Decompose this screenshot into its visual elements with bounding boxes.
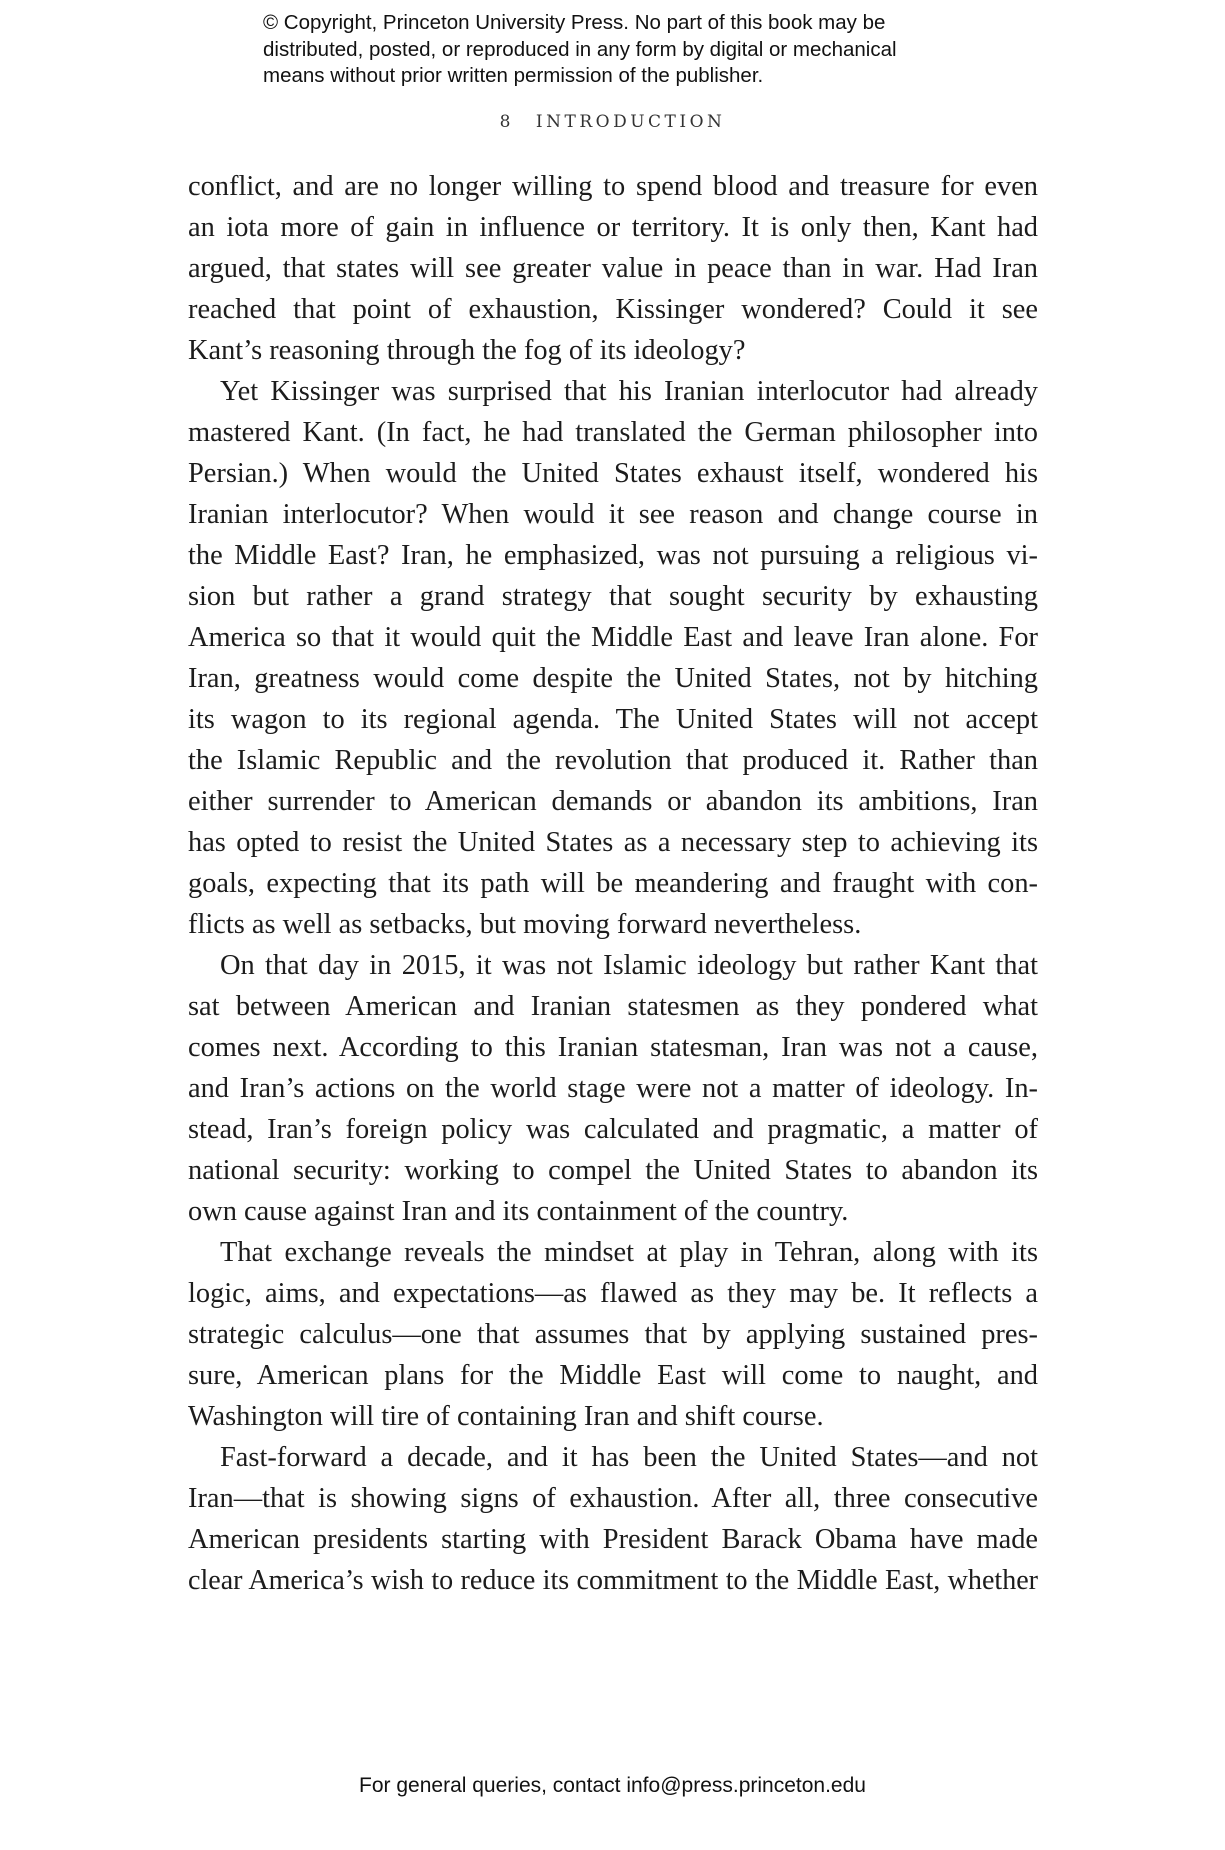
text-line: Persian.) When would the United States exhaust itself, wondered his	[188, 458, 1038, 489]
text-line: conflict, and are no longer willing to spend blood and treasure for even	[188, 171, 1038, 202]
paragraph	[188, 1437, 1038, 1601]
page-number: 8	[499, 112, 514, 132]
text-line: Washington will tire of containing Iran and shift course.	[188, 1401, 824, 1432]
text-line: the Middle East? Iran, he emphasized, was not pursuing a religious vi-	[188, 540, 1038, 571]
text-line: sion but rather a grand strategy that sought security by exhausting	[188, 581, 1038, 612]
text-line: argued, that states will see greater value in peace than in war. Had Iran	[188, 253, 1038, 284]
text-line: That exchange reveals the mindset at play in Tehran, along with its	[220, 1237, 1038, 1268]
body-text	[188, 166, 1038, 1601]
text-line: the Islamic Republic and the revolution that produced it. Rather than	[188, 745, 1038, 776]
copyright-line: © Copyright, Princeton University Press. No part of this book may be	[263, 11, 886, 34]
running-head	[0, 112, 1225, 132]
text-line: own cause against Iran and its containment of the country.	[188, 1196, 849, 1227]
text-line: Iranian interlocutor? When would it see reason and change course in	[188, 499, 1038, 530]
text-line: stead, Iran’s foreign policy was calculated and pragmatic, a matter of	[188, 1114, 1038, 1145]
text-line: Iran—that is showing signs of exhaustion. After all, three consecutive	[188, 1483, 1038, 1514]
paragraph	[188, 166, 1038, 371]
text-line: strategic calculus—one that assumes that by applying sustained pres-	[188, 1319, 1038, 1350]
text-line: reached that point of exhaustion, Kissinger wondered? Could it see	[188, 294, 1038, 325]
copyright-line: distributed, posted, or reproduced in any form by digital or mechanical	[263, 37, 897, 61]
text-line: America so that it would quit the Middle East and leave Iran alone. For	[188, 622, 1038, 653]
text-line: national security: working to compel the United States to abandon its	[188, 1155, 1038, 1186]
text-line: and Iran’s actions on the world stage were not a matter of ideology. In-	[188, 1073, 1038, 1104]
text-line: sat between American and Iranian statesmen as they pondered what	[188, 991, 1038, 1022]
text-line: its wagon to its regional agenda. The United States will not accept	[188, 704, 1038, 735]
section-title: INTRODUCTION	[535, 112, 726, 132]
text-line: On that day in 2015, it was not Islamic ideology but rather Kant that	[220, 950, 1038, 981]
copyright-notice	[263, 10, 983, 90]
text-line: Iran, greatness would come despite the United States, not by hitching	[188, 663, 1038, 694]
text-line: Kant’s reasoning through the fog of its ideology?	[188, 335, 746, 366]
paragraph	[188, 945, 1038, 1232]
paragraph	[188, 1232, 1038, 1437]
text-line: logic, aims, and expectations—as flawed as they may be. It reflects a	[188, 1278, 1038, 1309]
text-line: mastered Kant. (In fact, he had translated the German philosopher into	[188, 417, 1038, 448]
text-line: flicts as well as setbacks, but moving forward nevertheless.	[188, 909, 862, 940]
copyright-line: means without prior written permission of the publisher.	[263, 64, 764, 87]
text-line: clear America’s wish to reduce its commitment to the Middle East, whether	[188, 1565, 1038, 1596]
text-line: has opted to resist the United States as a necessary step to achieving its	[188, 827, 1038, 858]
text-line: either surrender to American demands or abandon its ambitions, Iran	[188, 786, 1038, 817]
text-line: sure, American plans for the Middle East will come to naught, and	[188, 1360, 1038, 1391]
text-line: comes next. According to this Iranian statesman, Iran was not a cause,	[188, 1032, 1038, 1063]
text-line: an iota more of gain in influence or territory. It is only then, Kant had	[188, 212, 1038, 243]
text-line: American presidents starting with President Barack Obama have made	[188, 1524, 1038, 1555]
footer-contact: For general queries, contact info@press.princeton.edu	[359, 1774, 866, 1797]
text-line: goals, expecting that its path will be meandering and fraught with con-	[188, 868, 1038, 899]
text-line: Fast-forward a decade, and it has been the United States—and not	[220, 1442, 1038, 1473]
paragraph	[188, 371, 1038, 945]
text-line: Yet Kissinger was surprised that his Iranian interlocutor had already	[220, 376, 1038, 407]
